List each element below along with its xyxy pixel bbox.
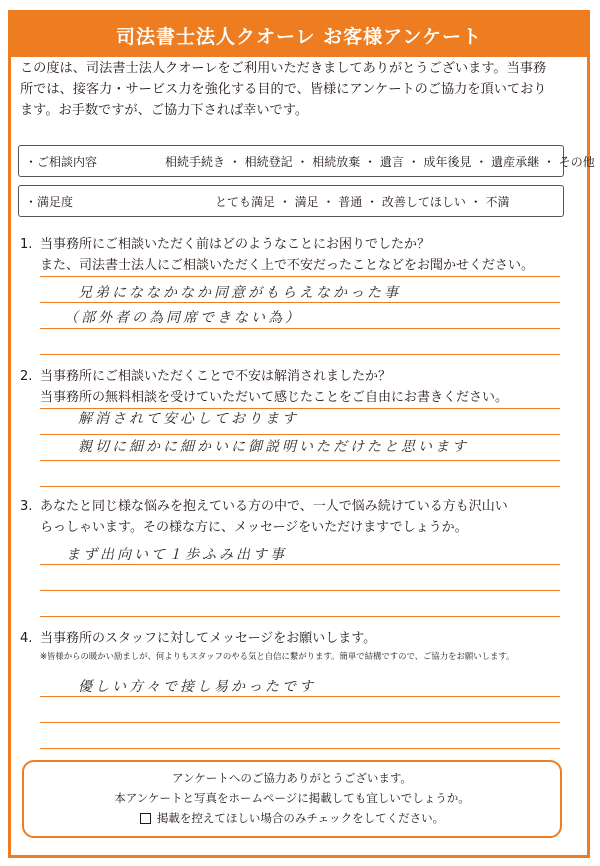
handwritten-answer: まず出向いて１歩ふみ出す事 [66,547,287,563]
question-number: 3. [20,499,33,514]
handwritten-answer: 解消されて安心しております [78,411,299,427]
survey-title: 司法書士法人クオーレ お客様アンケート [11,13,587,57]
satisfaction-options[interactable]: とても満足 ・ 満足 ・ 普通 ・ 改善してほしい ・ 不満 [215,194,510,209]
question-text: 当事務所にご相談いただくことで不安は解消されましたか？ [40,369,392,384]
publish-opt-out-checkbox[interactable] [140,813,151,824]
satisfaction-label: ・満足度 [25,194,74,209]
question-note: ※皆様からの暖かい励ましが、何よりもスタッフのやる気と自信に繋がります。簡単で結構ですので、ご協力をお願いします。 [40,651,515,661]
question-text: 当事務所にご相談いただく前はどのようなことにお困りでしたか？ [40,237,431,252]
intro-line: この度は、司法書士法人クオーレをご利用いただきましてありがとうございます。当事務 [20,61,547,76]
consult-type-options[interactable]: 相続手続き ・ 相続登記 ・ 相続放棄 ・ 遺言 ・ 成年後見 ・ 遺産承継 ・ その他 [165,154,595,169]
question-number: 4. [20,631,33,646]
footer-checkbox-label: 掲載を控えてほしい場合のみチェックをしてください。 [156,811,445,825]
question-3 [20,496,560,538]
footer-thanks: アンケートへのご協力ありがとうございます。 [172,771,412,785]
question-1 [20,234,560,276]
intro-line: ます。お手数ですが、ご協力下されば幸いです。 [20,103,309,118]
question-text-2: 当事務所の無料相談を受けていただいて感じたことをご自由にお書きください。 [40,390,509,405]
handwritten-answer: 親切に細かに細かいに御説明いただけたと思います [78,439,469,455]
intro-line: 所では、接客力・サービス力を強化する目的で、皆様にアンケートのご協力を頂いており [20,82,547,97]
handwritten-answer: （部外者の為同席できない為） [64,310,302,326]
question-text-2: また、司法書士法人にご相談いただく上で不安だったことなどをお聞かせください。 [40,258,535,273]
footer-question: 本アンケートと写真をホームページに掲載しても宜しいでしょうか。 [114,791,470,805]
handwritten-answer: 兄弟にななかなか同意がもらえなかった事 [78,285,401,301]
question-text: あなたと同じ様な悩みを抱えている方の中で、一人で悩み続けている方も沢山い [40,499,508,514]
question-4 [20,628,560,663]
question-number: 1. [20,237,33,252]
satisfaction-row [18,185,564,217]
handwritten-answer: 優しい方々で接し易かったです [78,679,316,695]
footer-box [22,760,562,838]
question-text-2: らっしゃいます。その様な方に、メッセージをいただけますでしょうか。 [40,520,468,535]
question-number: 2. [20,369,33,384]
consult-type-label: ・ご相談内容 [25,154,98,169]
question-text: 当事務所のスタッフに対してメッセージをお願いします。 [40,631,377,646]
intro-text [20,58,560,121]
question-2 [20,366,560,408]
consult-type-row [18,145,595,177]
